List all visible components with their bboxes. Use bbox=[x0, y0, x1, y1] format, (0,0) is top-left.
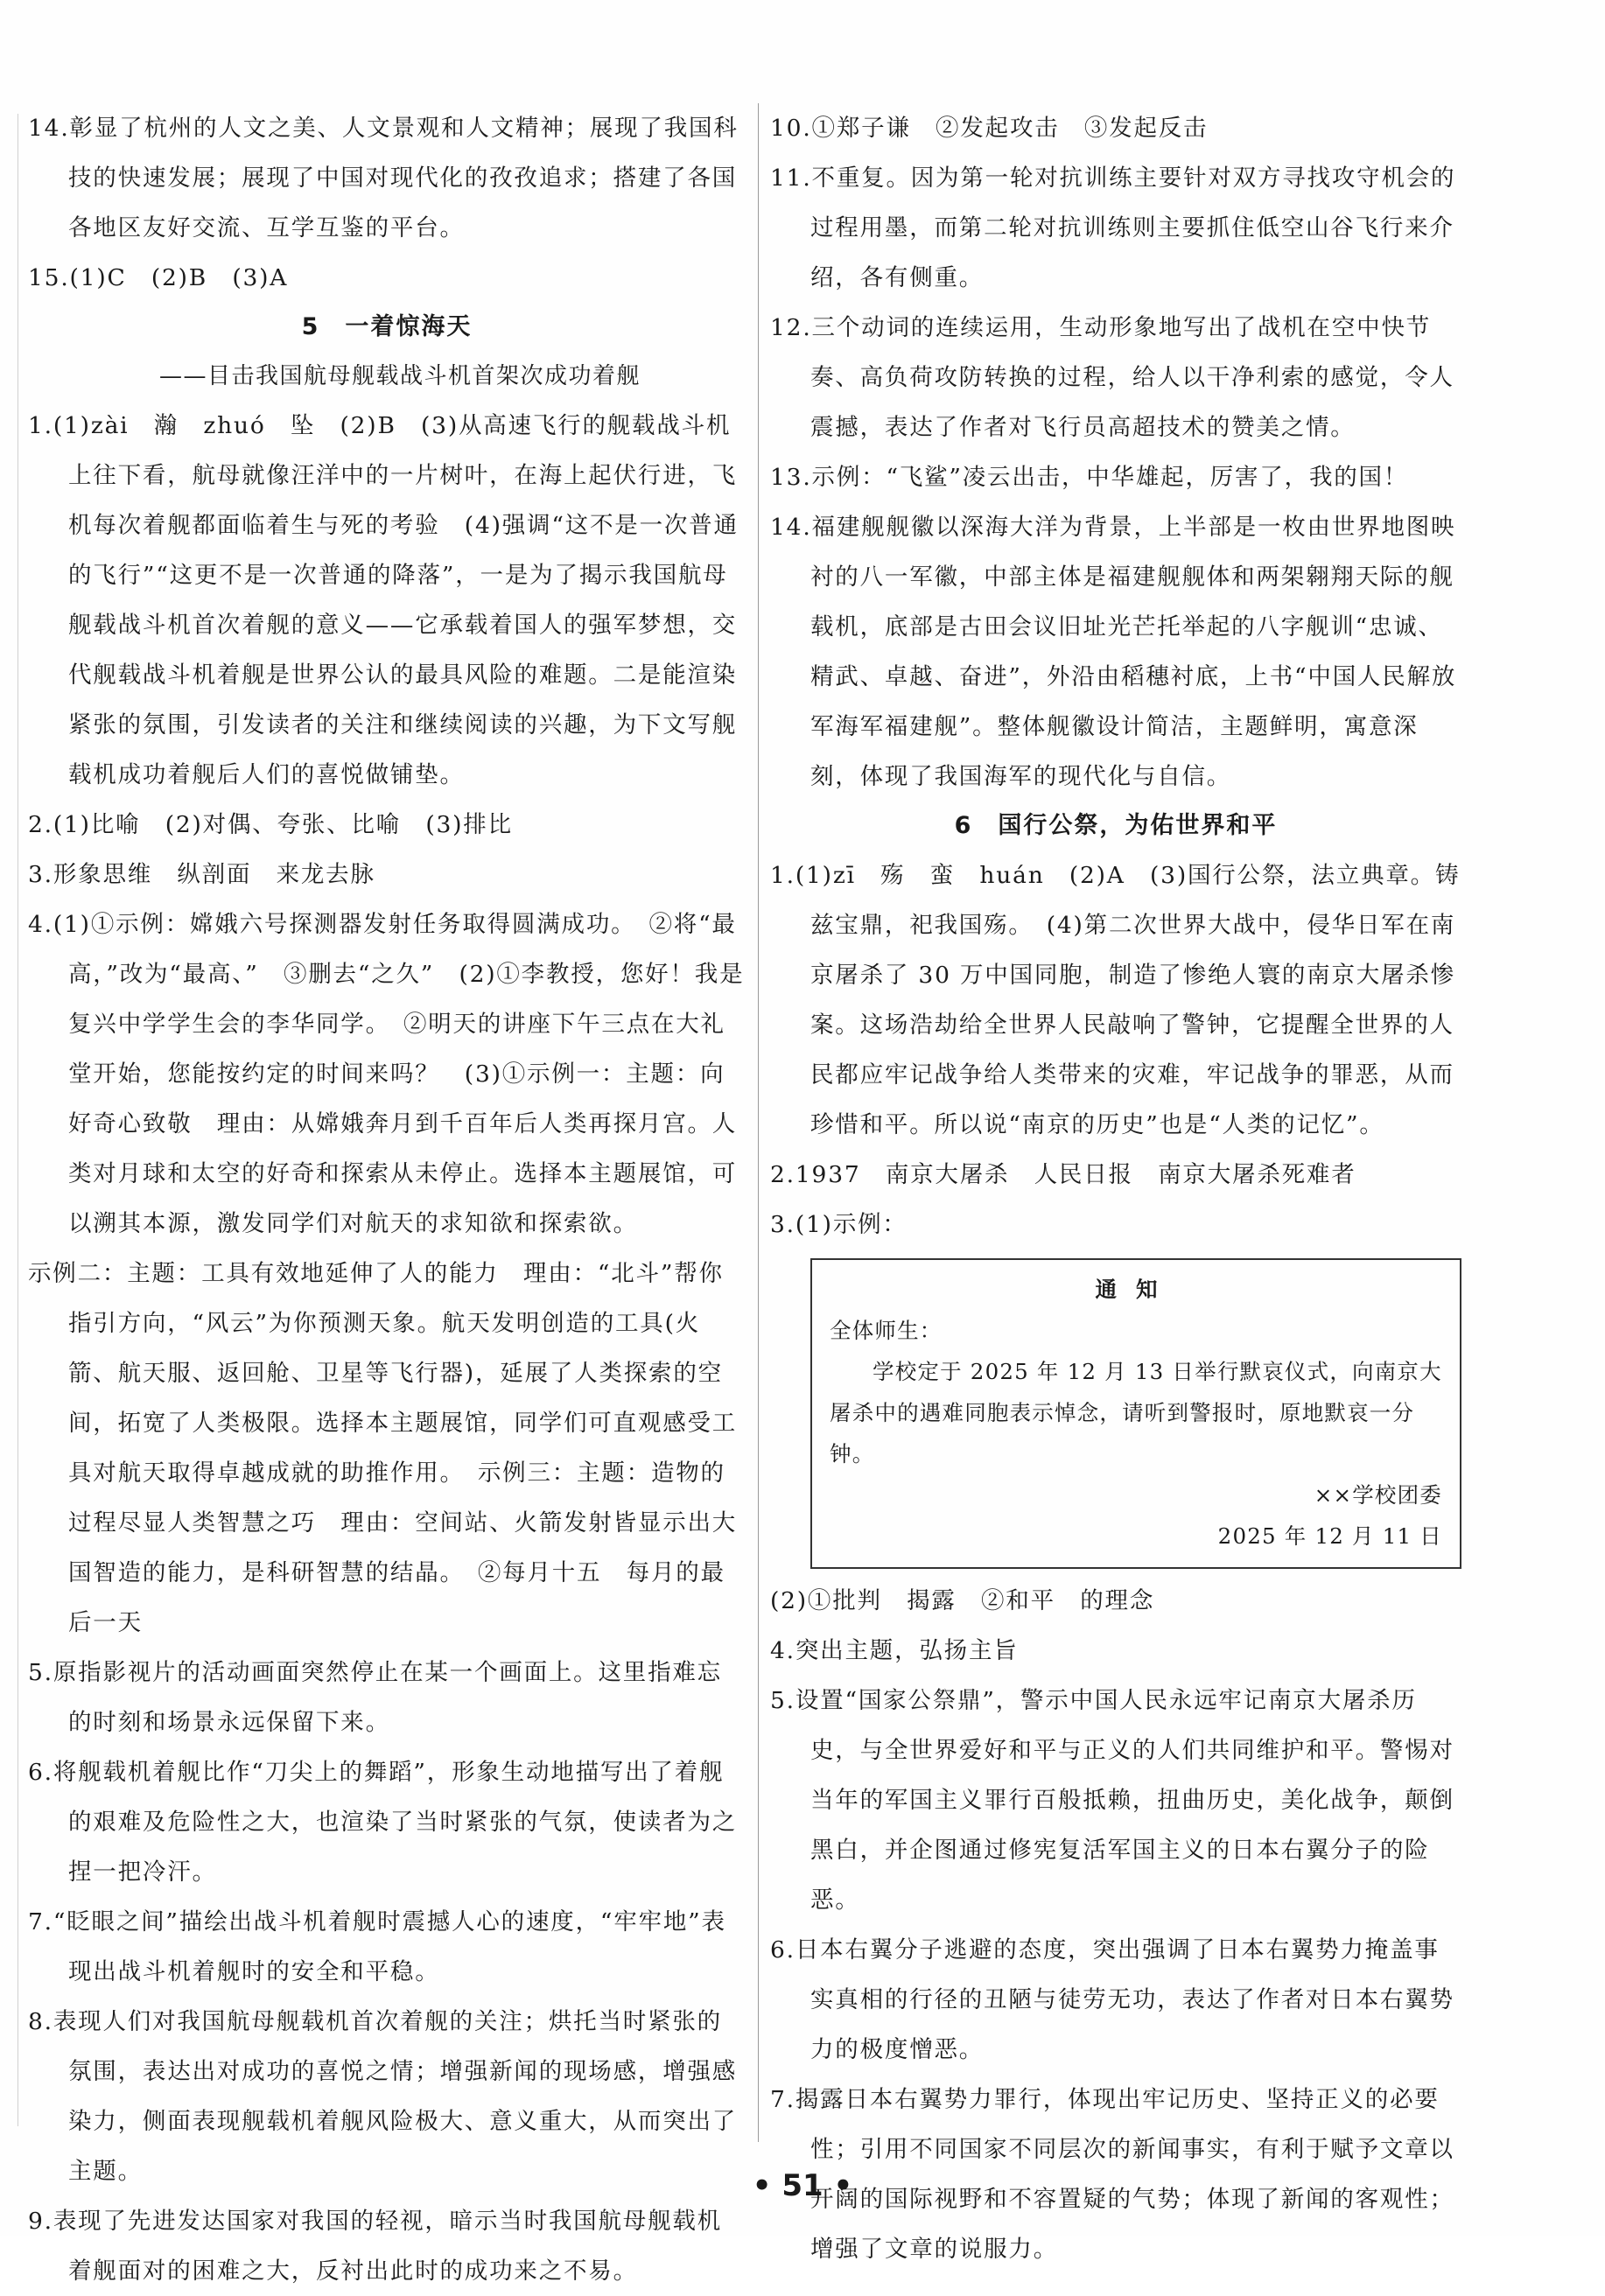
answer-14-left: 14.彰显了杭州的人文之美、人文景观和人文精神；展现了我国科技的快速发展；展现了中国对现代化的孜孜追求；搭建了各国各地区友好交流、互学互鉴的平台。 bbox=[28, 115, 739, 242]
section-6-answer-3: 3.(1)示例： bbox=[770, 1211, 908, 1238]
answer-13-right: 13.示例：“飞鲨”凌云出击，中华雄起，厉害了，我的国！ bbox=[770, 464, 1409, 491]
section-6-answer-6: 6.日本右翼分子逃避的态度，突出强调了日本右翼势力掩盖事实真相的行径的丑陋与徒劳无功，表达了作者对日本右翼势力的极度憎恶。 bbox=[770, 1936, 1454, 2063]
section-5-answer-8: 8.表现人们对我国航母舰载机首次着舰的关注；烘托当时紧张的氛围，表达出对成功的喜悦之情；增强新闻的现场感，增强感染力，侧面表现舰载机着舰风险极大、意义重大，从而突出了主题。 bbox=[28, 2008, 738, 2185]
left-column bbox=[28, 103, 746, 2296]
section-5-subtitle: ——目击我国航母舰载战斗机首架次成功着舰 bbox=[159, 363, 641, 389]
column-divider bbox=[758, 103, 759, 2142]
right-column bbox=[770, 103, 1461, 2274]
section-6-answer-3-part-2: (2)①批判 揭露 ②和平 的理念 bbox=[770, 1587, 1155, 1614]
section-5-answer-4-examples: 示例二：主题：工具有效地延伸了人的能力 理由：“北斗”帮你指引方向，“风云”为你预测天象。航天发明创造的工具(火箭、航天服、返回舱、卫星等飞行器)，延展了人类探索的空间，拓宽了人类极限。选择本主题展馆，同学们可直观感受工具对航天取得卓越成就的助推作用。 示例三：主题：造物的过程尽显人类智慧之巧 理由：空间站、火箭发射皆显示出大国智造的能力，是科研智慧的结晶。 ②每月十五 每月的最后一天 bbox=[28, 1260, 738, 1636]
section-5-answer-1: 1.(1)zài 瀚 zhuó 坠 (2)B (3)从高速飞行的舰载战斗机上往下看，航母就像汪洋中的一片树叶，在海上起伏行进，飞机每次着舰都面临着生与死的考验 (4)强调“这不是一次普通的飞行”“这更不是一次普通的降落”，一是为了揭示我国航母舰载战斗机首次着舰的意义——它承载着国人的强军梦想，交代舰载战斗机着舰是世界公认的最具风险的难题。二是能渲染紧张的氛围，引发读者的关注和继续阅读的兴趣，为下文写舰载机成功着舰后人们的喜悦做铺垫。 bbox=[28, 412, 739, 788]
section-5-answer-2: 2.(1)比喻 (2)对偶、夸张、比喻 (3)排比 bbox=[28, 811, 513, 838]
section-5-title: 5 一着惊海天 bbox=[301, 313, 473, 340]
section-6-answer-4: 4.突出主题，弘扬主旨 bbox=[770, 1637, 1019, 1664]
section-6-answer-1: 1.(1)zī 殇 蛮 huán (2)A (3)国行公祭，法立典章。铸兹宝鼎，祀我国殇。 (4)第二次世界大战中，侵华日军在南京屠杀了 30 万中国同胞，制造了惨绝人寰的南京大屠杀惨案。这场浩劫给全世界人民敲响了警钟，它提醒全世界的人民都应牢记战争给人类带来的灾难，牢记战争的罪恶，从而珍惜和平。所以说“南京的历史”也是“人类的记忆”。 bbox=[770, 862, 1461, 1138]
section-6-answer-5: 5.设置“国家公祭鼎”，警示中国人民永远牢记南京大屠杀历史，与全世界爱好和平与正义的人们共同维护和平。警惕对当年的军国主义罪行百般抵赖，扭曲历史，美化战争，颠倒黑白，并企图通过修宪复活军国主义的日本右翼分子的险恶。 bbox=[770, 1687, 1454, 1914]
section-5-answer-5: 5.原指影视片的活动画面突然停止在某一个画面上。这里指难忘的时刻和场景永远保留下来。 bbox=[28, 1659, 722, 1736]
section-5-answer-6: 6.将舰载机着舰比作“刀尖上的舞蹈”，形象生动地描写出了着舰的艰难及危险性之大，也渲染了当时紧张的气氛，使读者为之捏一把冷汗。 bbox=[28, 1759, 738, 1886]
page-number: • 51 • bbox=[752, 2168, 853, 2203]
answer-14-right: 14.福建舰舰徽以深海大洋为背景，上半部是一枚由世界地图映衬的八一军徽，中部主体是福建舰舰体和两架翱翔天际的舰载机，底部是古田会议旧址光芒托举起的八字舰训“忠诚、精武、卓越、奋进”，外沿由稻穗衬底，上书“中国人民解放军海军福建舰”。整体舰徽设计简洁，主题鲜明，寓意深刻，体现了我国海军的现代化与自信。 bbox=[770, 514, 1457, 790]
section-6-answer-2: 2.1937 南京大屠杀 人民日报 南京大屠杀死难者 bbox=[770, 1161, 1356, 1188]
notice-salutation: 全体师生： bbox=[830, 1318, 943, 1343]
answer-10-right: 10.①郑子谦 ②发起攻击 ③发起反击 bbox=[770, 115, 1209, 142]
answer-11-right: 11.不重复。因为第一轮对抗训练主要针对双方寻找攻守机会的过程用墨，而第二轮对抗训练则主要抓住低空山谷飞行来介绍，各有侧重。 bbox=[770, 164, 1456, 291]
notice-title: 通知 bbox=[1095, 1277, 1177, 1302]
answer-12-right: 12.三个动词的连续运用，生动形象地写出了战机在空中快节奏、高负荷攻防转换的过程，给人以干净利索的感觉，令人震撼，表达了作者对飞行员高超技术的赞美之情。 bbox=[770, 314, 1454, 441]
notice-body: 学校定于 2025 年 12 月 13 日举行默哀仪式，向南京大屠杀中的遇难同胞表示悼念，请听到警报时，原地默哀一分钟。 bbox=[830, 1359, 1442, 1466]
notice-signer: ××学校团委 bbox=[1314, 1482, 1442, 1508]
notice-box bbox=[810, 1258, 1461, 1569]
answer-15-left: 15.(1)C (2)B (3)A bbox=[28, 264, 289, 291]
notice-date: 2025 年 12 月 11 日 bbox=[1217, 1523, 1442, 1549]
section-5-answer-3: 3.形象思维 纵剖面 来龙去脉 bbox=[28, 861, 375, 888]
section-5-answer-4: 4.(1)①示例：嫦娥六号探测器发射任务取得圆满成功。 ②将“最高，”改为“最高、” ③删去“之久” (2)①李教授，您好！我是复兴中学学生会的李华同学。 ②明天的讲座下午三点在大礼堂开始，您能按约定的时间来吗？ (3)①示例一：主题：向好奇心致敬 理由：从嫦娥奔月到千百年后人类再探月宫。人类对月球和太空的好奇和探索从未停止。选择本主题展馆，可以溯其本源，激发同学们对航天的求知欲和探索欲。 bbox=[28, 911, 745, 1237]
section-6-title: 6 国行公祭，为佑世界和平 bbox=[954, 812, 1278, 839]
section-6-answer-7: 7.揭露日本右翼势力罪行，体现出牢记历史、坚持正义的必要性；引用不同国家不同层次的新闻事实，有利于赋予文章以开阔的国际视野和不容置疑的气势；体现了新闻的客观性；增强了文章的说服力。 bbox=[770, 2086, 1454, 2263]
section-5-answer-7: 7.“眨眼之间”描绘出战斗机着舰时震撼人心的速度，“牢牢地”表现出战斗机着舰时的安全和平稳。 bbox=[28, 1908, 726, 1985]
section-5-answer-9: 9.表现了先进发达国家对我国的轻视，暗示当时我国航母舰载机着舰面对的困难之大，反衬出此时的成功来之不易。 bbox=[28, 2208, 722, 2285]
